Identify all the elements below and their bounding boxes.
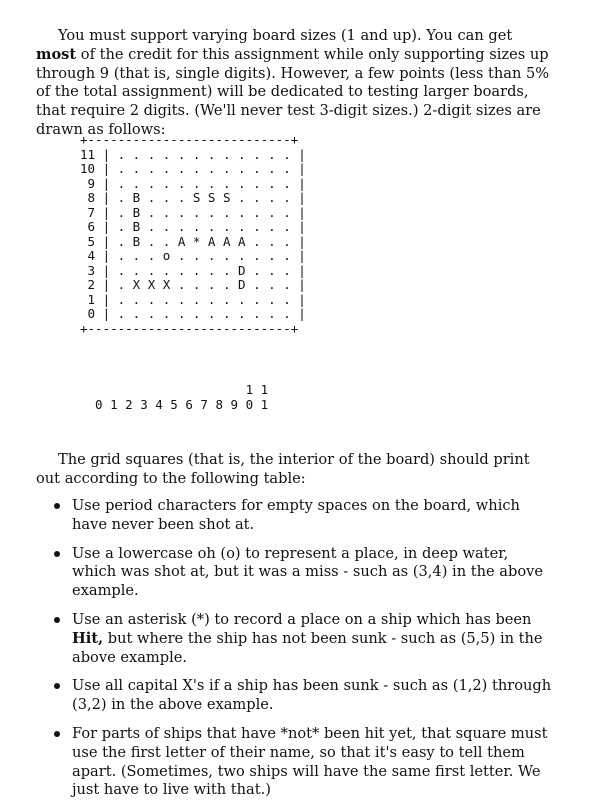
list-item-text: For parts of ships that have *not* been hit yet, that square must use the first letter of their name, so that it's easy to tell them apart. (Sometimes, two ships will have the same first letter. We just have to live with that.): [72, 724, 548, 799]
board-row: 0 | . . . . . . . . . . . . |: [80, 306, 306, 321]
board-row: 6 | . B . . . . . . . . . . |: [80, 219, 306, 234]
board-top-border: +---------------------------+: [80, 132, 299, 147]
board-row: 11 | . . . . . . . . . . . . |: [80, 146, 306, 162]
list-item-emphasis: Hit,: [72, 629, 104, 647]
list-item: [52, 725, 554, 800]
list-item: [52, 611, 554, 667]
board-row: 7 | . B . . . . . . . . . . |: [80, 204, 306, 220]
board-row: 9 | . . . . . . . . . . . . |: [80, 175, 306, 191]
board-row: 4 | . . . o . . . . . . . . |: [80, 248, 306, 263]
board-bottom-border: +---------------------------+: [80, 320, 299, 336]
board-row: 2 | . X X X . . . . D . . . |: [80, 277, 306, 292]
table-intro-paragraph: The grid squares (that is, the interior of the board) should print out according to the following table:: [36, 451, 530, 487]
intro-paragraph: [36, 27, 554, 140]
list-item-text-end: but where the ship has not been sunk - such as (5,5) in the above example.: [72, 629, 543, 666]
board-x-axis: [80, 383, 268, 412]
list-item: [52, 497, 554, 535]
symbol-rules-list: [52, 497, 554, 800]
list-item: [52, 545, 554, 601]
board-row: 5 | . B . . A * A A A . . . |: [80, 233, 306, 249]
list-item-text: Use a lowercase oh (o) to represent a place, in deep water, which was shot at, but it was a miss - such as (3,4) in the above example.: [72, 544, 543, 600]
list-item: [52, 677, 554, 715]
board-grid: [80, 133, 306, 336]
x-axis-ones: 0 1 2 3 4 5 6 7 8 9 0 1: [80, 396, 269, 412]
x-axis-tens: 1 1: [80, 382, 269, 397]
list-item-text: Use all capital X's if a ship has been sunk - such as (1,2) through (3,2) in the above example.: [72, 677, 552, 714]
list-item-text: Use period characters for empty spaces on the board, which have never been shot at.: [72, 497, 520, 533]
intro-text-start: You must support varying board sizes (1 and up). You can get: [58, 27, 513, 44]
board-row: 10 | . . . . . . . . . . . . |: [80, 161, 306, 176]
board-row: 8 | . B . . . S S S . . . . |: [80, 190, 306, 205]
intro-text-end: of the credit for this assignment while only supporting sizes up through 9 (that is, single digits). However, a few points (less than 5% of the total assignment) will be dedicated to testing larger boards, that require 2 digits. (We'll never test 3-digit sizes.) 2-digit sizes are drawn as follows:: [36, 45, 550, 138]
list-item-text-start: Use an asterisk (*) to record a place on a ship which has been: [72, 610, 532, 628]
intro-emphasis: most: [36, 45, 77, 63]
board-row: 1 | . . . . . . . . . . . . |: [80, 291, 306, 307]
board-row: 3 | . . . . . . . . D . . . |: [80, 262, 306, 278]
